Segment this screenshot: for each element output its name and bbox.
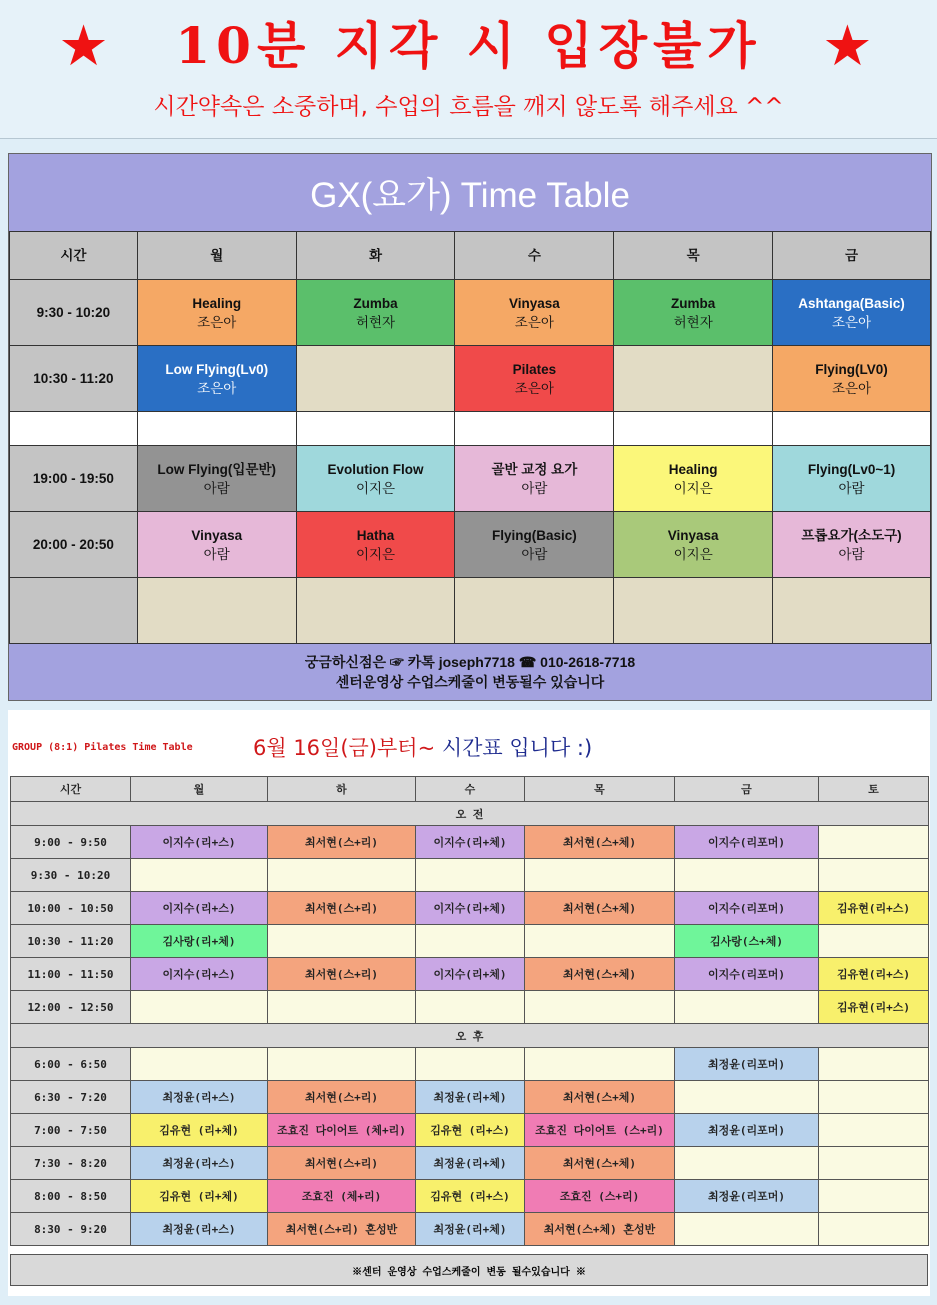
empty-cell	[614, 346, 773, 412]
class-cell: 최정윤(리포머)	[675, 1114, 819, 1147]
section-header: 오 후	[11, 1024, 929, 1048]
class-name: 프롭요가(소도구)	[801, 527, 902, 543]
class-name: Low Flying(Lv0)	[165, 361, 269, 377]
class-name: Flying(Lv0~1)	[807, 461, 896, 477]
empty-cell	[525, 991, 675, 1024]
teacher-name: 아람	[521, 480, 548, 496]
teacher-name: 조은아	[831, 314, 872, 330]
class-cell: 최정윤(리+체)	[416, 1213, 525, 1246]
pilates-timetable	[8, 710, 930, 1296]
class-name: 골반 교정 요가	[491, 461, 578, 477]
table-row	[11, 859, 929, 892]
time-slot	[10, 412, 138, 446]
class-cell	[614, 512, 773, 578]
time-slot: 7:30 - 8:20	[11, 1147, 131, 1180]
class-name: Healing	[192, 295, 242, 311]
table-row	[11, 958, 929, 991]
table-row	[11, 1048, 929, 1081]
time-slot: 19:00 - 19:50	[10, 446, 138, 512]
empty-cell	[525, 1048, 675, 1081]
class-cell: 최정윤(리포머)	[675, 1180, 819, 1213]
class-cell	[137, 280, 296, 346]
class-cell: 최서현(스+리)	[268, 892, 416, 925]
empty-cell	[614, 412, 773, 446]
empty-cell	[819, 1180, 929, 1213]
teacher-name: 이지은	[673, 480, 713, 496]
empty-cell	[268, 859, 416, 892]
day-column-header: 하	[268, 777, 416, 802]
table-row	[11, 991, 929, 1024]
class-cell: 김유현(리+스)	[819, 892, 929, 925]
empty-cell	[675, 1081, 819, 1114]
empty-cell	[675, 991, 819, 1024]
class-cell	[614, 280, 773, 346]
class-cell: 최서현(스+체)	[525, 958, 675, 991]
class-cell: 이지수(리포머)	[675, 826, 819, 859]
day-column-header: 목	[614, 232, 773, 280]
empty-cell	[819, 1081, 929, 1114]
class-cell	[773, 512, 931, 578]
day-column-header: 수	[416, 777, 525, 802]
empty-cell	[416, 925, 525, 958]
start-date-text: 6월 16일(금)부터~	[253, 736, 442, 760]
class-cell: 김유현(리+스)	[819, 991, 929, 1024]
class-cell: 최서현(스+리) 혼성반	[268, 1213, 416, 1246]
class-cell	[455, 346, 614, 412]
pilates-schedule-table	[10, 776, 929, 1246]
pilates-header	[8, 710, 930, 776]
time-slot: 7:00 - 7:50	[11, 1114, 131, 1147]
table-row	[10, 346, 931, 412]
class-cell	[773, 446, 931, 512]
class-cell	[455, 280, 614, 346]
empty-cell	[296, 346, 455, 412]
class-cell	[137, 346, 296, 412]
empty-cell	[268, 1048, 416, 1081]
class-cell: 최서현(스+리)	[268, 958, 416, 991]
class-cell: 최서현(스+리)	[268, 826, 416, 859]
teacher-name: 이지은	[673, 546, 713, 562]
late-entry-notice	[0, 6, 937, 78]
class-cell: 김유현 (리+체)	[131, 1180, 268, 1213]
time-slot: 9:30 - 10:20	[11, 859, 131, 892]
teacher-name: 허현자	[673, 314, 713, 330]
class-name: Zumba	[353, 295, 398, 311]
day-column-header: 금	[773, 232, 931, 280]
class-cell: 최정윤(리+체)	[416, 1081, 525, 1114]
time-slot: 8:30 - 9:20	[11, 1213, 131, 1246]
class-cell: 조효진 다이어트 (체+리)	[268, 1114, 416, 1147]
gx-footer	[9, 644, 931, 700]
class-cell: 조효진 다이어트 (스+리)	[525, 1114, 675, 1147]
class-cell: 최서현(스+체) 혼성반	[525, 1213, 675, 1246]
notice-subtitle: 시간약속은 소중하며, 수업의 흐름을 깨지 않도록 해주세요 ^^	[153, 94, 784, 120]
class-cell: 최정윤(리포머)	[675, 1048, 819, 1081]
class-name: Vinyasa	[667, 527, 719, 543]
teacher-name: 이지은	[355, 546, 396, 562]
teacher-name: 조은아	[197, 380, 237, 396]
time-slot: 20:00 - 20:50	[10, 512, 138, 578]
notice-title: 10분 지각 시 입장불가	[175, 16, 762, 75]
class-cell: 이지수(리포머)	[675, 892, 819, 925]
empty-cell	[819, 1048, 929, 1081]
empty-cell	[296, 412, 455, 446]
empty-cell	[416, 1048, 525, 1081]
teacher-name: 조은아	[831, 380, 872, 396]
class-cell: 이지수(리+스)	[131, 826, 268, 859]
empty-cell	[819, 925, 929, 958]
time-slot: 6:00 - 6:50	[11, 1048, 131, 1081]
empty-cell	[819, 1213, 929, 1246]
teacher-name: 이지은	[355, 480, 396, 496]
class-cell: 최서현(스+리)	[268, 1147, 416, 1180]
teacher-name: 아람	[838, 546, 865, 562]
table-row	[10, 280, 931, 346]
table-row	[11, 826, 929, 859]
class-name: Flying(Basic)	[491, 527, 577, 543]
class-cell: 김유현 (리+스)	[416, 1180, 525, 1213]
teacher-name: 아람	[838, 480, 865, 496]
class-cell: 조효진 (스+리)	[525, 1180, 675, 1213]
day-column-header: 금	[675, 777, 819, 802]
empty-cell	[773, 412, 931, 446]
time-slot: 10:30 - 11:20	[10, 346, 138, 412]
class-name: Flying(LV0)	[815, 361, 888, 377]
time-slot: 12:00 - 12:50	[11, 991, 131, 1024]
empty-cell	[773, 578, 931, 644]
class-cell	[137, 446, 296, 512]
day-column-header: 목	[525, 777, 675, 802]
class-cell	[296, 446, 455, 512]
class-cell: 최서현(스+체)	[525, 826, 675, 859]
teacher-name: 허현자	[355, 314, 396, 330]
class-cell: 이지수(리+스)	[131, 892, 268, 925]
class-cell: 이지수(리+체)	[416, 892, 525, 925]
class-cell	[296, 280, 455, 346]
table-row	[10, 578, 931, 644]
empty-cell	[137, 578, 296, 644]
table-row	[11, 925, 929, 958]
class-cell: 최정윤(리+스)	[131, 1213, 268, 1246]
teacher-name: 조은아	[514, 314, 554, 330]
class-cell	[137, 512, 296, 578]
empty-cell	[268, 991, 416, 1024]
teacher-name: 아람	[203, 546, 230, 562]
empty-cell	[675, 1213, 819, 1246]
table-row	[11, 1147, 929, 1180]
gx-timetable	[8, 153, 932, 701]
section-header: 오 전	[11, 802, 929, 826]
class-cell	[455, 446, 614, 512]
class-name: Hatha	[356, 527, 395, 543]
table-row	[11, 892, 929, 925]
empty-cell	[455, 578, 614, 644]
empty-cell	[525, 925, 675, 958]
empty-cell	[675, 1147, 819, 1180]
class-cell: 조효진 (체+리)	[268, 1180, 416, 1213]
table-row	[11, 1213, 929, 1246]
empty-cell	[675, 859, 819, 892]
empty-cell	[819, 859, 929, 892]
time-column-header: 시간	[11, 777, 131, 802]
pilates-title: GROUP (8:1) Pilates Time Table	[12, 742, 193, 753]
empty-cell	[525, 859, 675, 892]
table-row	[10, 412, 931, 446]
class-cell: 최서현(스+리)	[268, 1081, 416, 1114]
time-slot: 10:30 - 11:20	[11, 925, 131, 958]
class-name: Zumba	[671, 295, 716, 311]
class-cell	[455, 512, 614, 578]
table-row	[10, 446, 931, 512]
class-cell: 김사랑(스+체)	[675, 925, 819, 958]
time-slot: 6:30 - 7:20	[11, 1081, 131, 1114]
class-cell	[296, 512, 455, 578]
class-cell: 최서현(스+체)	[525, 1081, 675, 1114]
teacher-name: 조은아	[514, 380, 554, 396]
class-name: Pilates	[512, 361, 557, 377]
class-name: Evolution Flow	[327, 461, 424, 477]
empty-cell	[131, 1048, 268, 1081]
empty-cell	[296, 578, 455, 644]
class-name: Low Flying(입문반)	[157, 461, 277, 477]
class-cell: 최정윤(리+스)	[131, 1147, 268, 1180]
teacher-name: 아람	[521, 546, 548, 562]
star-icon: ★	[61, 16, 112, 75]
schedule-change-notice: 센터운영상 수업스케줄이 변동될수 있습니다	[335, 674, 605, 690]
table-row	[11, 1180, 929, 1213]
class-cell: 최정윤(리+스)	[131, 1081, 268, 1114]
day-column-header: 화	[296, 232, 455, 280]
class-cell: 이지수(리+체)	[416, 826, 525, 859]
notice-header	[0, 0, 937, 139]
time-slot: 9:30 - 10:20	[10, 280, 138, 346]
time-slot	[10, 578, 138, 644]
empty-cell	[137, 412, 296, 446]
class-cell	[773, 280, 931, 346]
day-column-header: 월	[137, 232, 296, 280]
star-icon: ★	[825, 16, 876, 75]
class-cell: 이지수(리포머)	[675, 958, 819, 991]
timetable-text: 시간표 입니다 :)	[441, 736, 593, 760]
class-name: Healing	[668, 461, 718, 477]
empty-cell	[131, 991, 268, 1024]
class-cell: 이지수(리+체)	[416, 958, 525, 991]
class-cell: 최서현(스+체)	[525, 1147, 675, 1180]
class-name: Ashtanga(Basic)	[798, 295, 905, 311]
gx-schedule-table	[9, 231, 931, 644]
time-slot: 9:00 - 9:50	[11, 826, 131, 859]
time-column-header: 시간	[10, 232, 138, 280]
empty-cell	[614, 578, 773, 644]
empty-cell	[416, 991, 525, 1024]
empty-cell	[416, 859, 525, 892]
day-column-header: 월	[131, 777, 268, 802]
empty-cell	[819, 1114, 929, 1147]
teacher-name: 조은아	[197, 314, 237, 330]
class-name: Vinyasa	[508, 295, 560, 311]
teacher-name: 아람	[203, 480, 230, 496]
gx-title: GX(요가) Time Table	[9, 154, 931, 231]
contact-info: 궁금하신점은 ☞ 카톡 joseph7718 ☎ 010-2618-7718	[304, 654, 636, 670]
table-row	[11, 1081, 929, 1114]
pilates-footer: ※센터 운영상 수업스케줄이 변동 될수있습니다 ※	[10, 1254, 928, 1286]
empty-cell	[131, 859, 268, 892]
empty-cell	[819, 826, 929, 859]
day-column-header: 토	[819, 777, 929, 802]
class-cell: 김유현(리+스)	[819, 958, 929, 991]
class-cell: 이지수(리+스)	[131, 958, 268, 991]
empty-cell	[268, 925, 416, 958]
table-row	[10, 512, 931, 578]
time-slot: 10:00 - 10:50	[11, 892, 131, 925]
class-cell: 김사랑(리+체)	[131, 925, 268, 958]
empty-cell	[455, 412, 614, 446]
time-slot: 8:00 - 8:50	[11, 1180, 131, 1213]
time-slot: 11:00 - 11:50	[11, 958, 131, 991]
table-row	[11, 1114, 929, 1147]
class-cell	[614, 446, 773, 512]
class-name: Vinyasa	[191, 527, 243, 543]
empty-cell	[819, 1147, 929, 1180]
class-cell: 김유현 (리+체)	[131, 1114, 268, 1147]
class-cell: 김유현 (리+스)	[416, 1114, 525, 1147]
class-cell: 최정윤(리+체)	[416, 1147, 525, 1180]
class-cell	[773, 346, 931, 412]
pilates-start-notice	[253, 732, 592, 762]
day-column-header: 수	[455, 232, 614, 280]
class-cell: 최서현(스+체)	[525, 892, 675, 925]
